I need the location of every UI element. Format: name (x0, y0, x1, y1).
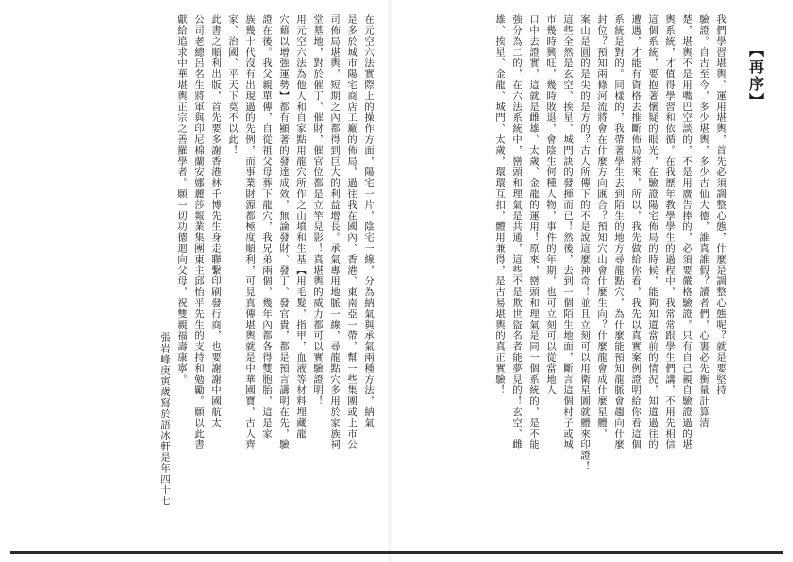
text-column: 堂墓地，對於催丁、催財，催官位都是立竿見影！真堪輿的威力都可以實驗證明！ (311, 14, 323, 407)
bottom-rule (10, 551, 783, 554)
text-column: 楚，堪輿不是用嘴巴空談的，不是用廣告捧的，必須要嚴格驗證。只有自己親自驗證過的堪 (680, 14, 692, 450)
text-column: 是多於城市陽宅商店工廠的佈局，過往我在國內、香港、東南亞一帶，幫一些集團或上市公 (345, 14, 357, 450)
text-column: 我們學習堪輿、運用堪輿，首先必須調整心態，什麼是調整心態呢？就是要堅持 (714, 14, 726, 396)
text-column: 族幾十代沒有出現過的先例，而事業財源都極度順利，可見真傳堪輿就是中華國寶，古人齊 (243, 14, 255, 450)
page-title: 【再序】 (747, 42, 765, 110)
text-column: 封位？預知兩條河流將會在什麼方向匯合？預知穴山會什麼生向？什麼龍會成什麼星體， (595, 14, 607, 440)
text-column: 穴藉以增強運勢】都有顯著的發達成效，無論發財、發丁、發官貴，都是預言講明在先，驗 (277, 14, 289, 450)
text-column: 系統是對的。同樣的，我帶著學生去到陌生的地方尋龍點穴，為什麼能預知龍脈會趨向什麼 (612, 14, 624, 450)
text-column: 家、治國、平天下莫不以此！ (226, 14, 238, 156)
right-page (419, 14, 767, 534)
text-column: 驗證。自古至今，多少堪輿，多少古仙大德，誰真誰假？讀者們，心裏必先衡量計算清 (697, 14, 709, 429)
text-column: 市幾時興旺，幾時敗退，會陰生何種人物，事件的年期，也可立刻可以從當地人 (544, 14, 556, 396)
text-column: 雄、挨星、金龍、城門、太歲，環環互扣，體用兼得，是古易堪輿的真正實驗！ (493, 14, 505, 396)
text-column: 遭遇，才能有資格去推斷佈局將來，所以，我先做給你看，我先以真實案例證明給你看這個 (629, 14, 641, 450)
text-column: 口中去證實，這就是雌雄、太歲、金龍的運用！原來，巒頭和理氣是同一個系統的，是不能 (527, 14, 539, 450)
text-column: 司佈局堪輿，短期之內都得到巨大的利益增長。承氣專用地脈一線，尋龍點穴多用於家族祠 (328, 14, 340, 450)
text-column: 案山是圓的是尖的是方的？古人所傳下的不是說這麼神奇！並且立刻可以用衛星圖就體來印證！ (578, 14, 590, 472)
text-column: 獻給追求中華堪輿正宗之善羅學者。願一切功德迴向父母，祝雙親福壽康寧。 (175, 14, 187, 385)
text-column: 強分為二的，在六法系統中，巒頭和理氣是共通，這些不是欺世盜名者能夢見的！玄空、雌 (510, 14, 522, 450)
text-column: 在元空六法實際上的操作方面，陽宅一片，陰宅一線，分為納氣與承氣兩種方法，納氣 (362, 14, 374, 429)
text-column: 這個系統，要抱著懷疑的眼光，在驗證陽宅佈局的時候，能夠知道當前的情況，知道過往的 (646, 14, 658, 450)
text-column: 用元空六法為他人和自家點用龍穴所作之山墳和生基【用毛髮，指甲，血液等材料埋藏龍 (294, 14, 306, 440)
text-column: 證在後。我父親單傳，自從祖父母葬下龍穴，我兄弟兩個，幾年內都各得雙胞胎，這是家 (260, 14, 272, 440)
left-page (10, 14, 375, 534)
text-column: 此書之順利出版，首先要多謝香港林千博先生身走聯繫印刷發行商，也要謝謝中國航太 (209, 14, 221, 429)
author-signature: 張岩峰庚寅歲寫於語冰軒是年四十七 (158, 332, 170, 507)
text-column: 公司老總呂名生將軍與印尼棉蘭安娜麗莎報業集團東主邱怡平先生的支持和勉勵。願以此書 (192, 14, 204, 450)
book-gutter (388, 0, 392, 562)
text-column: 輿系統，才值得學習和依循。在我歷年教學學生的過程中，我常常跟學生們講，不用先相信 (663, 14, 675, 450)
text-column: 這些全然是玄空、挨星、城門訣的發揮而已！然後，去到一個陌生地面，斷言這個村子或城 (561, 14, 573, 450)
